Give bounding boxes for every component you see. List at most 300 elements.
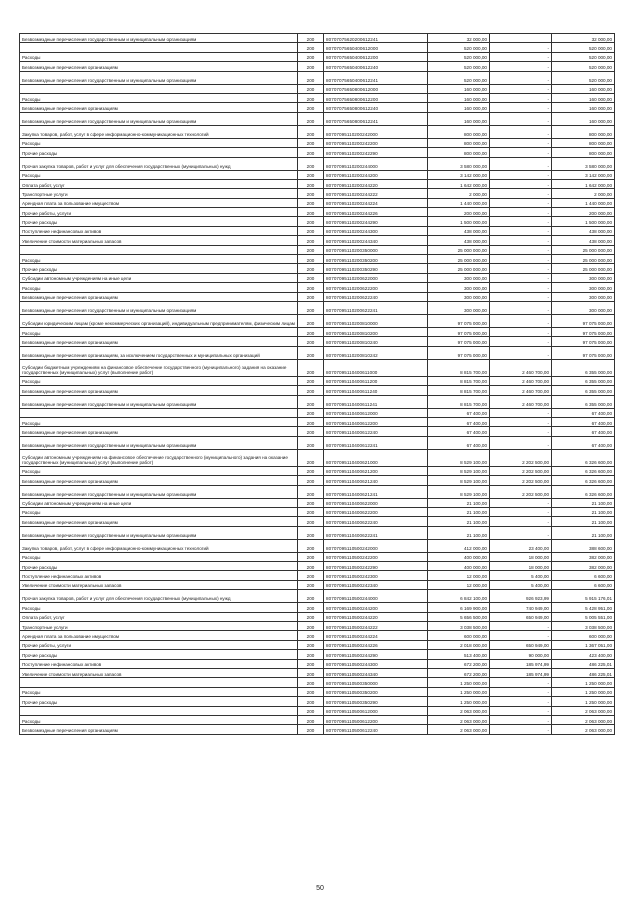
table-row [20, 417, 615, 426]
row-classification-code: 80707095110200244000 [324, 157, 428, 170]
row-name: Безвозмездные перечисления организациям [20, 337, 298, 346]
row-remaining-amount: 3 580 000,00 [552, 157, 615, 170]
row-name: Безвозмездные перечисления организациям [20, 476, 298, 485]
row-classification-code: 80707075650800612200 [324, 93, 428, 102]
row-line-code: 200 [298, 552, 324, 561]
table-row [20, 157, 615, 170]
row-name: Безвозмездные перечисления государственным и муниципальным организациям [20, 485, 298, 498]
row-name: Безвозмездные перечисления государственным и муниципальным организациям [20, 436, 298, 449]
row-approved-amount: 67 400,00 [428, 427, 490, 436]
table-row [20, 376, 615, 385]
row-executed-amount: 2 202 500,00 [490, 449, 552, 466]
row-line-code: 200 [298, 562, 324, 571]
row-name: Субсидии юридическим лицам (кроме некоммерческих организаций), индивидуальным предпринимателям, физическим лицам [20, 314, 298, 327]
table-row [20, 408, 615, 417]
row-classification-code: 80707095110200350000 [324, 245, 428, 254]
row-approved-amount: 1 500 000,00 [428, 217, 490, 226]
row-approved-amount: 12 000,00 [428, 571, 490, 580]
table-row [20, 189, 615, 198]
row-approved-amount: 160 000,00 [428, 93, 490, 102]
row-executed-amount: - [490, 631, 552, 640]
row-line-code: 200 [298, 526, 324, 539]
row-line-code: 200 [298, 43, 324, 52]
row-approved-amount: 520 000,00 [428, 43, 490, 52]
row-line-code: 200 [298, 198, 324, 207]
row-executed-amount: - [490, 408, 552, 417]
row-name [20, 706, 298, 715]
row-name: Расходы [20, 507, 298, 516]
row-classification-code: 80707095110400612000 [324, 408, 428, 417]
table-row [20, 71, 615, 84]
row-executed-amount: - [490, 273, 552, 282]
row-classification-code: 80707095110400622200 [324, 507, 428, 516]
row-remaining-amount: 97 075 000,00 [552, 346, 615, 359]
row-name: Оплата работ, услуг [20, 179, 298, 188]
row-name [20, 84, 298, 93]
row-name: Прочие работы, услуги [20, 640, 298, 649]
row-line-code: 200 [298, 436, 324, 449]
table-row [20, 283, 615, 292]
row-classification-code: 80707095110500612000 [324, 706, 428, 715]
row-remaining-amount: 6 355 000,00 [552, 386, 615, 395]
row-line-code: 200 [298, 337, 324, 346]
table-row [20, 327, 615, 336]
table-row [20, 179, 615, 188]
row-classification-code: 80707095110400621241 [324, 485, 428, 498]
row-name: Безвозмездные перечисления государственным и муниципальным организациям [20, 526, 298, 539]
table-row [20, 34, 615, 43]
table-row [20, 640, 615, 649]
table-row [20, 255, 615, 264]
row-remaining-amount: 438 000,00 [552, 226, 615, 235]
row-line-code: 200 [298, 580, 324, 589]
row-approved-amount: 1 250 000,00 [428, 697, 490, 706]
table-row [20, 93, 615, 102]
row-line-code: 200 [298, 395, 324, 408]
row-name: Увеличение стоимости материальных запасов [20, 668, 298, 677]
table-row [20, 359, 615, 376]
row-executed-amount: - [490, 337, 552, 346]
row-executed-amount: - [490, 301, 552, 314]
table-row [20, 346, 615, 359]
row-executed-amount: - [490, 725, 552, 734]
row-name: Увеличение стоимости материальных запасов [20, 580, 298, 589]
row-approved-amount: 97 075 000,00 [428, 337, 490, 346]
table-row [20, 112, 615, 125]
row-name: Прочие расходы [20, 697, 298, 706]
row-executed-amount: - [490, 292, 552, 301]
row-classification-code: 80707095110400611240 [324, 386, 428, 395]
row-line-code: 200 [298, 226, 324, 235]
row-executed-amount: - [490, 283, 552, 292]
row-name: Расходы [20, 52, 298, 61]
row-name: Арендная плата за пользование имуществом [20, 631, 298, 640]
row-approved-amount: 21 100,00 [428, 498, 490, 507]
row-classification-code: 80707095110200810240 [324, 337, 428, 346]
row-name: Расходы [20, 327, 298, 336]
table-row [20, 476, 615, 485]
row-line-code: 200 [298, 314, 324, 327]
row-name: Безвозмездные перечисления государственным и муниципальным организациям [20, 71, 298, 84]
row-classification-code: 80707095110500350200 [324, 687, 428, 696]
row-line-code: 200 [298, 631, 324, 640]
row-name: Поступление нефинансовых активов [20, 571, 298, 580]
row-line-code: 200 [298, 179, 324, 188]
row-classification-code: 80707095110200244340 [324, 236, 428, 245]
row-approved-amount: 1 440 000,00 [428, 198, 490, 207]
row-classification-code: 80707095110500242000 [324, 539, 428, 552]
row-name: Безвозмездные перечисления организациям [20, 62, 298, 71]
row-classification-code: 80707095110400621240 [324, 476, 428, 485]
row-remaining-amount: 25 000 000,00 [552, 245, 615, 254]
row-line-code: 200 [298, 485, 324, 498]
row-remaining-amount: 97 075 000,00 [552, 314, 615, 327]
row-name: Безвозмездные перечисления организациям [20, 292, 298, 301]
row-remaining-amount: 97 075 000,00 [552, 327, 615, 336]
row-approved-amount: 2 063 000,00 [428, 715, 490, 724]
row-remaining-amount: 200 000,00 [552, 208, 615, 217]
row-executed-amount: 2 202 500,00 [490, 485, 552, 498]
row-executed-amount: - [490, 226, 552, 235]
row-line-code: 200 [298, 138, 324, 147]
row-name: Безвозмездные перечисления государственным и муниципальным организациям [20, 301, 298, 314]
row-line-code: 200 [298, 255, 324, 264]
row-classification-code: 80707095110400622240 [324, 517, 428, 526]
row-approved-amount: 3 142 000,00 [428, 170, 490, 179]
row-executed-amount: - [490, 498, 552, 507]
table-row [20, 650, 615, 659]
row-remaining-amount: 6 326 600,00 [552, 466, 615, 475]
row-classification-code: 80707095110500244226 [324, 640, 428, 649]
row-classification-code: 80707095110200244290 [324, 217, 428, 226]
row-remaining-amount: 600 000,00 [552, 631, 615, 640]
row-remaining-amount: 3 038 500,00 [552, 622, 615, 631]
row-line-code: 200 [298, 273, 324, 282]
row-executed-amount: - [490, 678, 552, 687]
row-remaining-amount: 1 250 000,00 [552, 678, 615, 687]
row-remaining-amount: 6 600,00 [552, 580, 615, 589]
table-row [20, 498, 615, 507]
row-line-code: 200 [298, 612, 324, 621]
row-name: Расходы [20, 255, 298, 264]
row-approved-amount: 8 529 100,00 [428, 449, 490, 466]
row-classification-code: 80707095110200244226 [324, 208, 428, 217]
row-remaining-amount: 6 600,00 [552, 571, 615, 580]
table-row [20, 62, 615, 71]
table-row [20, 590, 615, 603]
row-name: Субсидии автономным учреждениям на иные цели [20, 273, 298, 282]
row-line-code: 200 [298, 170, 324, 179]
row-classification-code: 80707095110500244200 [324, 603, 428, 612]
table-row [20, 622, 615, 631]
row-name: Закупка товаров, работ, услуг в сфере информационно-коммуникационных технологий [20, 539, 298, 552]
table-row [20, 170, 615, 179]
row-name: Прочие работы, услуги [20, 208, 298, 217]
row-executed-amount: - [490, 52, 552, 61]
table-row [20, 485, 615, 498]
row-executed-amount: 5 400,00 [490, 571, 552, 580]
row-executed-amount: - [490, 62, 552, 71]
table-row [20, 427, 615, 436]
row-executed-amount: - [490, 71, 552, 84]
row-executed-amount: - [490, 526, 552, 539]
row-classification-code: 80707095110200244200 [324, 170, 428, 179]
row-remaining-amount: 300 000,00 [552, 283, 615, 292]
row-line-code: 200 [298, 590, 324, 603]
row-name: Расходы [20, 466, 298, 475]
row-approved-amount: 97 075 000,00 [428, 346, 490, 359]
row-line-code: 200 [298, 346, 324, 359]
row-executed-amount: - [490, 245, 552, 254]
table-row [20, 678, 615, 687]
row-name: Безвозмездные перечисления государственным и муниципальным организациям [20, 112, 298, 125]
table-row [20, 436, 615, 449]
row-remaining-amount: 21 100,00 [552, 517, 615, 526]
row-classification-code: 80707095110500244220 [324, 612, 428, 621]
row-executed-amount: - [490, 706, 552, 715]
row-line-code: 200 [298, 687, 324, 696]
row-name: Безвозмездные перечисления организациям, за исключением государственных и муниципальных организаций [20, 346, 298, 359]
row-remaining-amount: 6 355 000,00 [552, 395, 615, 408]
row-line-code: 200 [298, 539, 324, 552]
row-line-code: 200 [298, 571, 324, 580]
row-classification-code: 80707075650400612241 [324, 71, 428, 84]
row-executed-amount: - [490, 507, 552, 516]
row-name [20, 245, 298, 254]
row-name: Расходы [20, 138, 298, 147]
row-approved-amount: 8 815 700,00 [428, 386, 490, 395]
row-line-code: 200 [298, 622, 324, 631]
row-executed-amount: - [490, 236, 552, 245]
row-approved-amount: 2 018 000,00 [428, 640, 490, 649]
row-remaining-amount: 2 063 000,00 [552, 715, 615, 724]
row-executed-amount: - [490, 715, 552, 724]
row-approved-amount: 8 815 700,00 [428, 376, 490, 385]
row-approved-amount: 8 815 700,00 [428, 395, 490, 408]
row-remaining-amount: 25 000 000,00 [552, 264, 615, 273]
row-approved-amount: 300 000,00 [428, 283, 490, 292]
row-approved-amount: 25 000 000,00 [428, 264, 490, 273]
row-approved-amount: 3 580 000,00 [428, 157, 490, 170]
row-name: Прочая закупка товаров, работ и услуг для обеспечения государственных (муниципальных) нужд [20, 157, 298, 170]
row-classification-code: 80707095110400611241 [324, 395, 428, 408]
row-executed-amount: - [490, 314, 552, 327]
row-name: Оплата работ, услуг [20, 612, 298, 621]
row-classification-code: 80707095110500244224 [324, 631, 428, 640]
row-line-code: 200 [298, 386, 324, 395]
row-approved-amount: 12 000,00 [428, 580, 490, 589]
row-remaining-amount: 1 642 000,00 [552, 179, 615, 188]
row-remaining-amount: 520 000,00 [552, 62, 615, 71]
row-classification-code: 80707095110200622241 [324, 301, 428, 314]
row-name: Расходы [20, 687, 298, 696]
row-classification-code: 80707075650800612241 [324, 112, 428, 125]
row-classification-code: 80707095110200244220 [324, 179, 428, 188]
row-approved-amount: 160 000,00 [428, 84, 490, 93]
row-classification-code: 80707095110200244224 [324, 198, 428, 207]
table-row [20, 125, 615, 138]
row-approved-amount: 21 100,00 [428, 526, 490, 539]
row-classification-code: 80707095110400612240 [324, 427, 428, 436]
table-row [20, 580, 615, 589]
row-classification-code: 80707095110500242290 [324, 562, 428, 571]
row-remaining-amount: 97 075 000,00 [552, 337, 615, 346]
row-approved-amount: 21 100,00 [428, 507, 490, 516]
row-executed-amount: - [490, 417, 552, 426]
table-row [20, 668, 615, 677]
row-line-code: 200 [298, 245, 324, 254]
row-name: Прочие расходы [20, 650, 298, 659]
row-remaining-amount: 67 400,00 [552, 436, 615, 449]
row-executed-amount: 2 460 700,00 [490, 376, 552, 385]
row-executed-amount: 5 400,00 [490, 580, 552, 589]
row-name: Прочие расходы [20, 562, 298, 571]
table-row [20, 273, 615, 282]
table-row [20, 715, 615, 724]
row-approved-amount: 412 000,00 [428, 539, 490, 552]
row-approved-amount: 97 075 000,00 [428, 314, 490, 327]
row-remaining-amount: 160 000,00 [552, 84, 615, 93]
row-remaining-amount: 2 063 000,00 [552, 706, 615, 715]
row-classification-code: 80707095110400611200 [324, 376, 428, 385]
row-name: Расходы [20, 417, 298, 426]
row-name: Расходы [20, 715, 298, 724]
row-name: Прочая закупка товаров, работ и услуг для обеспечения государственных (муниципальных) нужд [20, 590, 298, 603]
row-executed-amount: - [490, 327, 552, 336]
row-name: Поступление нефинансовых активов [20, 226, 298, 235]
row-line-code: 200 [298, 507, 324, 516]
table-row [20, 245, 615, 254]
row-name: Безвозмездные перечисления организациям [20, 386, 298, 395]
row-remaining-amount: 800 000,00 [552, 148, 615, 157]
row-classification-code: 80707095110400622241 [324, 526, 428, 539]
row-remaining-amount: 25 000 000,00 [552, 255, 615, 264]
row-executed-amount: - [490, 125, 552, 138]
row-line-code: 200 [298, 292, 324, 301]
row-remaining-amount: 382 000,00 [552, 562, 615, 571]
row-remaining-amount: 21 100,00 [552, 498, 615, 507]
row-classification-code: 80707095110500244222 [324, 622, 428, 631]
row-executed-amount: 650 949,00 [490, 612, 552, 621]
row-executed-amount: 2 460 700,00 [490, 395, 552, 408]
row-executed-amount: 185 974,99 [490, 659, 552, 668]
row-line-code: 200 [298, 103, 324, 112]
row-remaining-amount: 800 000,00 [552, 138, 615, 147]
row-executed-amount: - [490, 138, 552, 147]
row-approved-amount: 67 400,00 [428, 436, 490, 449]
row-name: Поступление нефинансовых активов [20, 659, 298, 668]
row-approved-amount: 300 000,00 [428, 301, 490, 314]
row-remaining-amount: 2 063 000,00 [552, 725, 615, 734]
row-approved-amount: 8 529 100,00 [428, 466, 490, 475]
row-approved-amount: 520 000,00 [428, 62, 490, 71]
row-line-code: 200 [298, 640, 324, 649]
row-executed-amount: 926 923,99 [490, 590, 552, 603]
row-approved-amount: 67 400,00 [428, 408, 490, 417]
row-executed-amount: - [490, 517, 552, 526]
row-approved-amount: 200 000,00 [428, 208, 490, 217]
row-remaining-amount: 32 000,00 [552, 34, 615, 43]
table-row [20, 539, 615, 552]
row-executed-amount: - [490, 346, 552, 359]
row-approved-amount: 1 642 000,00 [428, 179, 490, 188]
row-line-code: 200 [298, 264, 324, 273]
row-approved-amount: 513 400,00 [428, 650, 490, 659]
row-remaining-amount: 800 000,00 [552, 125, 615, 138]
row-approved-amount: 67 400,00 [428, 417, 490, 426]
row-executed-amount: 2 202 500,00 [490, 466, 552, 475]
row-name: Расходы [20, 376, 298, 385]
row-executed-amount: 2 460 700,00 [490, 359, 552, 376]
row-name: Расходы [20, 603, 298, 612]
row-classification-code: 80707095110200242200 [324, 138, 428, 147]
row-approved-amount: 600 000,00 [428, 631, 490, 640]
row-remaining-amount: 388 600,00 [552, 539, 615, 552]
table-row [20, 226, 615, 235]
table-row [20, 386, 615, 395]
row-approved-amount: 32 000,00 [428, 34, 490, 43]
row-classification-code: 80707095110200810200 [324, 327, 428, 336]
row-line-code: 200 [298, 449, 324, 466]
table-row [20, 395, 615, 408]
table-row [20, 517, 615, 526]
table-row [20, 697, 615, 706]
row-line-code: 200 [298, 157, 324, 170]
row-executed-amount: - [490, 93, 552, 102]
row-line-code: 200 [298, 112, 324, 125]
row-line-code: 200 [298, 71, 324, 84]
table-row [20, 43, 615, 52]
row-approved-amount: 520 000,00 [428, 52, 490, 61]
row-line-code: 200 [298, 327, 324, 336]
row-executed-amount: - [490, 189, 552, 198]
row-remaining-amount: 300 000,00 [552, 301, 615, 314]
row-executed-amount: - [490, 427, 552, 436]
row-remaining-amount: 160 000,00 [552, 103, 615, 112]
table-row [20, 138, 615, 147]
row-line-code: 200 [298, 668, 324, 677]
row-line-code: 200 [298, 417, 324, 426]
row-remaining-amount: 1 250 000,00 [552, 697, 615, 706]
row-classification-code: 80707095110500242200 [324, 552, 428, 561]
row-name: Безвозмездные перечисления организациям [20, 427, 298, 436]
row-approved-amount: 438 000,00 [428, 236, 490, 245]
row-line-code: 200 [298, 93, 324, 102]
row-approved-amount: 2 063 000,00 [428, 706, 490, 715]
row-remaining-amount: 486 225,01 [552, 668, 615, 677]
row-approved-amount: 21 100,00 [428, 517, 490, 526]
row-approved-amount: 400 000,00 [428, 552, 490, 561]
row-name: Транспортные услуги [20, 622, 298, 631]
row-name: Субсидии автономным учреждениям на иные цели [20, 498, 298, 507]
row-line-code: 200 [298, 189, 324, 198]
row-approved-amount: 160 000,00 [428, 112, 490, 125]
row-executed-amount: 18 000,00 [490, 552, 552, 561]
row-classification-code: 80707095110500244340 [324, 668, 428, 677]
row-executed-amount: - [490, 217, 552, 226]
row-approved-amount: 5 656 500,00 [428, 612, 490, 621]
row-approved-amount: 438 000,00 [428, 226, 490, 235]
row-classification-code: 80707095110200810000 [324, 314, 428, 327]
row-executed-amount: - [490, 208, 552, 217]
row-executed-amount: - [490, 687, 552, 696]
row-executed-amount: - [490, 179, 552, 188]
row-approved-amount: 8 529 100,00 [428, 476, 490, 485]
row-classification-code: 80707095110200244300 [324, 226, 428, 235]
row-classification-code: 80707095110400611000 [324, 359, 428, 376]
row-approved-amount: 25 000 000,00 [428, 255, 490, 264]
row-executed-amount: - [490, 157, 552, 170]
